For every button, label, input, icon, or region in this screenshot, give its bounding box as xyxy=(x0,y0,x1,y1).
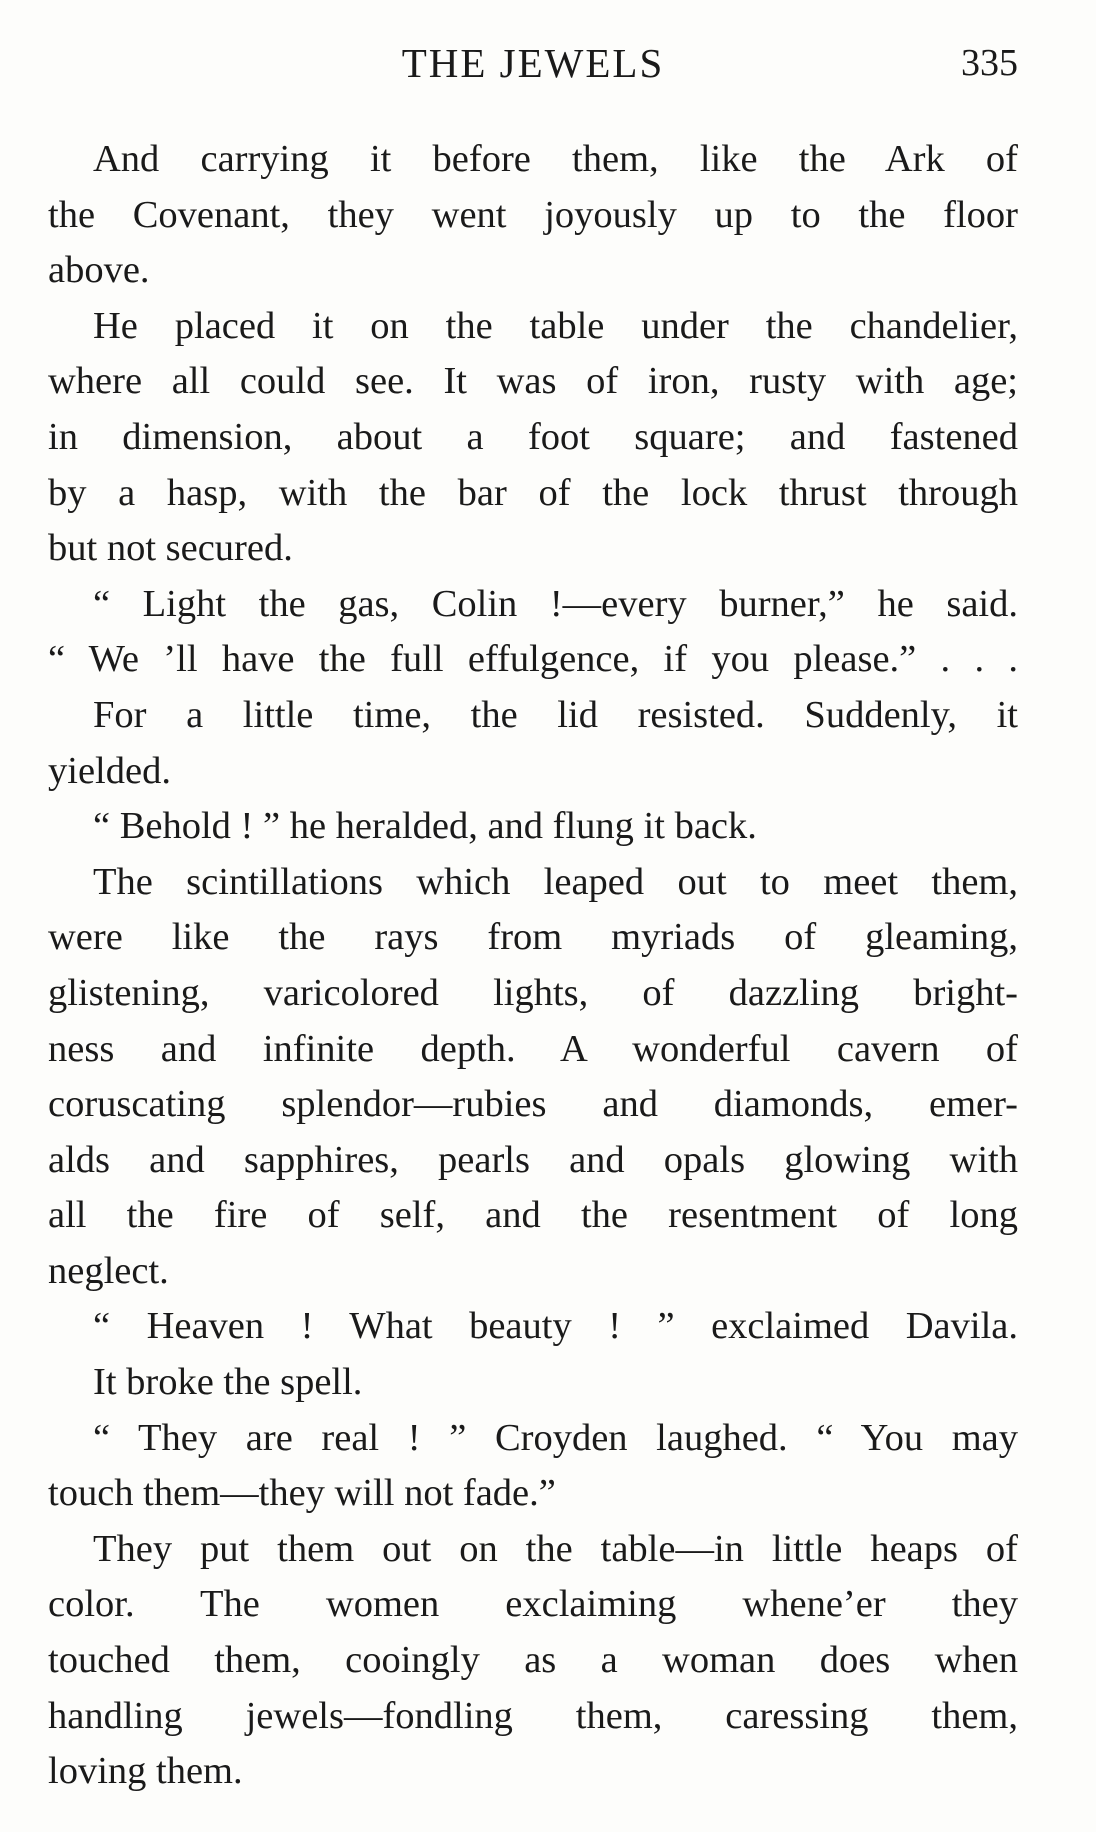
running-header xyxy=(48,38,1018,88)
page-number: 335 xyxy=(961,42,1018,84)
text-line: “ They are real ! ” Croyden laughed. “ You may xyxy=(93,1416,1018,1459)
text-line: He placed it on the table under the chandelier, xyxy=(93,304,1018,347)
text-line: It broke the spell. xyxy=(93,1361,363,1404)
chapter-title: THE JEWELS xyxy=(401,40,665,86)
text-line: above. xyxy=(48,249,150,292)
text-line: the Covenant, they went joyously up to the floor xyxy=(48,193,1018,236)
text-line: touched them, cooingly as a woman does when xyxy=(48,1639,1018,1682)
text-line: by a hasp, with the bar of the lock thrust through xyxy=(48,471,1018,514)
text-line: yielded. xyxy=(48,749,171,792)
text-line: They put them out on the table—in little heaps of xyxy=(93,1527,1018,1570)
text-line: all the fire of self, and the resentment of long xyxy=(48,1194,1018,1237)
text-line: loving them. xyxy=(48,1750,243,1793)
text-line: “ Behold ! ” he heralded, and flung it back. xyxy=(93,805,757,848)
text-line: For a little time, the lid resisted. Suddenly, it xyxy=(93,693,1018,736)
text-line: handling jewels—fondling them, caressing them, xyxy=(48,1694,1018,1737)
text-line: The scintillations which leaped out to meet them, xyxy=(93,860,1018,903)
text-line: color. The women exclaiming whene’er they xyxy=(48,1583,1018,1626)
text-line: touch them—they will not fade.” xyxy=(48,1472,556,1515)
text-line: in dimension, about a foot square; and fastened xyxy=(48,415,1018,458)
text-line: were like the rays from myriads of gleaming, xyxy=(48,916,1018,959)
text-line: And carrying it before them, like the Ark of xyxy=(93,138,1018,180)
text-line: glistening, varicolored lights, of dazzling bright- xyxy=(48,971,1018,1014)
text-line: alds and sapphires, pearls and opals glowing with xyxy=(48,1138,1018,1181)
text-line: “ Heaven ! What beauty ! ” exclaimed Davila. xyxy=(93,1305,1018,1348)
text-line: where all could see. It was of iron, rusty with age; xyxy=(48,360,1018,403)
text-line: coruscating splendor—rubies and diamonds, emer- xyxy=(48,1083,1018,1126)
text-line: “ We ’ll have the full effulgence, if you please.” . . . xyxy=(48,638,1018,681)
text-line: ness and infinite depth. A wonderful cavern of xyxy=(48,1027,1018,1070)
text-line: neglect. xyxy=(48,1249,169,1292)
body-text xyxy=(48,132,1018,1800)
text-line: but not secured. xyxy=(48,527,293,570)
text-line: “ Light the gas, Colin !—every burner,” he said. xyxy=(93,582,1018,625)
